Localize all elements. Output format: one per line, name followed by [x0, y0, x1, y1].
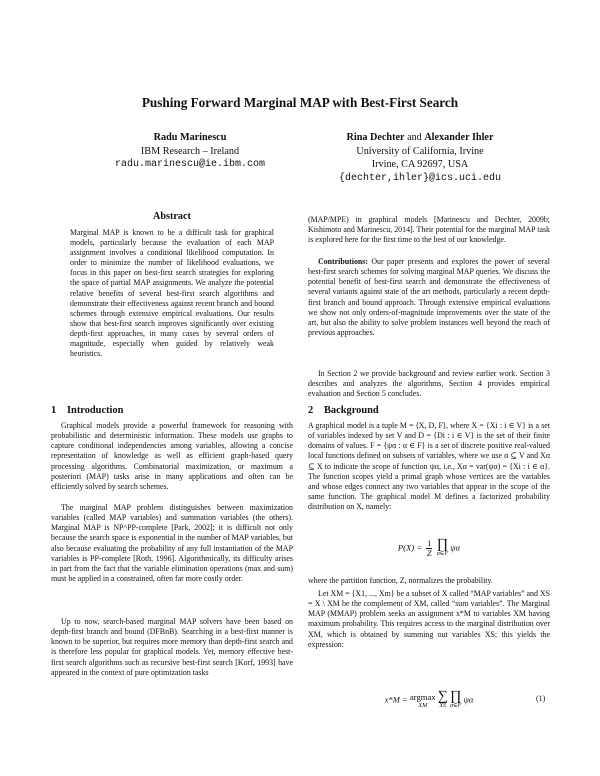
- argmax-subscript: XM: [418, 703, 428, 709]
- product-subscript: α∈F: [450, 703, 462, 709]
- product-subscript: α∈F: [436, 551, 448, 557]
- sum-operator: [438, 691, 448, 710]
- paragraph: Graphical models provide a powerful framework for reasoning with probabilistic and deterministic information. These models use graphs to capture conditional independencies among variables, allowing a concise representation of knowledge as well as efficient graph-based query processing algorithms. Combinatorial maximization, or maximum a posteriori (MAP) tasks arise in many applications and often can be efficiently solved by search schemes.: [51, 421, 293, 491]
- paragraph: The marginal MAP problem distinguishes between maximization variables (called MAP variables) and summation variables (the others). Marginal MAP is NP^PP-complete [Park, 2002]; it is difficult not only because the search space is exponential in the number of MAP variables, but also because evaluating the probability of any full instantiation of the MAP variables is PP-complete [Roth, 1996]. Algorithmically, its difficulty arises in part from the fact that the variable elimination operations (max and sum) must be applied in a constrained, often far more costly order.: [51, 503, 293, 584]
- equation-mmap: [308, 691, 550, 710]
- equation-rhs: ψα: [463, 694, 474, 705]
- author-name: Alexander Ihler: [424, 132, 494, 143]
- abstract-heading: Abstract: [153, 211, 191, 222]
- section-heading: [51, 405, 123, 416]
- sum-subscript: XS: [439, 703, 447, 709]
- equation-lhs: P(X) =: [397, 542, 422, 553]
- fraction-numerator: 1: [427, 538, 432, 548]
- paragraph: A graphical model is a tuple M = ⟨X, D, F⟩, where X = {Xi : i ∈ V} is a set of variables indexed by set V and D = {Di : i ∈ V} is the set of their finite domains of values. F = {ψα : α ∈ F} is a set of discrete positive real-valued local functions defined on subsets of variables, where we use α ⊆ V and Xα ⊆ X to indicate the scope of function ψα, i.e., Xα = var(ψα) = {Xi : i ∈ α}. The function scopes yield a primal graph whose vertices are the variables and whose edges connect any two variables that appear in the scope of the same function. The graphical model M defines a factorized probability distribution on X, namely:: [308, 421, 550, 512]
- author-affiliation: IBM Research – Ireland: [140, 145, 240, 157]
- paragraph: In Section 2 we provide background and review earlier work. Section 3 describes and analyzes the algorithms, Section 4 provides empirical evaluation and Section 5 concludes.: [308, 369, 550, 399]
- section-title: Introduction: [67, 405, 124, 416]
- author-affiliation: University of California, Irvine: [356, 145, 484, 157]
- paragraph: (MAP/MPE) in graphical models [Marinescu and Dechter, 2009b; Kishimoto and Marinescu, 2014]. Their potential for the marginal MAP task is explored here for the first time to the best of our knowledge.: [308, 215, 550, 245]
- sum-symbol: ∑: [437, 689, 448, 704]
- paragraph: where the partition function, Z, normalizes the probability.: [308, 576, 493, 585]
- author-email: radu.marinescu@ie.ibm.com: [114, 159, 266, 171]
- argmax-symbol: argmax: [409, 692, 436, 702]
- product-operator: [450, 691, 462, 710]
- author-email: {dechter,ihler}@ics.uci.edu: [338, 172, 502, 184]
- section-heading: [308, 405, 379, 416]
- abstract-body: Marginal MAP is known to be a difficult task for graphical models, particularly because the evaluation of each MAP assignment involves a conditional likelihood computation. In order to minimize the number of likelihood evaluations, we focus in this paper on best-first search strategies for exploring the space of partial MAP assignments. We analyze the potential relative benefits of several best-first search algorithms and demonstrate their effectiveness against recent branch and bound schemes through extensive empirical evaluations. Our results show that best-first search improves significantly over existing depth-first approaches, in many cases by several orders of magnitude, especially when guided by relatively weak heuristics.: [70, 228, 274, 359]
- paragraph: Let XM = {X1, ..., Xm} be a subset of X called “MAP variables” and XS = X \ XM be the complement of XM, called “sum variables”. The Marginal MAP (MMAP) problem seeks an assignment x*M to variables XM having maximum probability. This requires access to the marginal distribution over XM, which is obtained by summing out variables XS; this yields the expression:: [308, 589, 550, 649]
- section-number: 1: [51, 405, 57, 416]
- author-block-left: [90, 131, 290, 172]
- fraction-denominator: Z: [426, 548, 432, 558]
- author-conjunction: and: [407, 132, 422, 143]
- argmax-operator: [410, 691, 436, 710]
- product-operator: [437, 539, 449, 558]
- paragraph: Up to now, search-based marginal MAP solvers have been based on depth-first branch and bound (DFBnB). Searching in a best-first manner is known to be superior, but requires more memory than depth-first search and is therefore less popular for graphical models. Yet, memory effective best-first search algorithms such as recursive best-first search [Korf, 1993] have appeared in the context of pure optimization tasks: [51, 617, 293, 677]
- paragraph-contributions: [308, 257, 550, 338]
- product-symbol: ∏: [436, 537, 449, 552]
- contributions-text: Our paper presents and explores the power of several best-first search schemes for solving marginal MAP queries. We discuss the potential benefit of best-first search and demonstrate the effectiveness of several variants against state of the art methods, particularly a recent depth-first branch and bound approach. Through extensive empirical evaluations we show not only orders-of-magnitude improvements over the state of the art, but also the ability to solve problem instances well beyond the reach of previous approaches.: [308, 257, 550, 338]
- fraction: [426, 539, 432, 558]
- equation-rhs: ψα: [450, 542, 461, 553]
- paper-title: Pushing Forward Marginal MAP with Best-First Search: [141, 95, 459, 110]
- contributions-label: Contributions:: [318, 257, 368, 266]
- author-name: Rina Dechter: [346, 132, 405, 143]
- author-block-right: [300, 131, 540, 185]
- equation-probability: [308, 539, 550, 558]
- section-number: 2: [308, 405, 314, 416]
- author-address: Irvine, CA 92697, USA: [371, 159, 469, 171]
- author-name: Radu Marinescu: [153, 132, 227, 143]
- equation-number: (1): [536, 694, 546, 703]
- product-symbol: ∏: [449, 689, 462, 704]
- equation-lhs: x*M =: [384, 694, 408, 705]
- section-title: Background: [324, 405, 379, 416]
